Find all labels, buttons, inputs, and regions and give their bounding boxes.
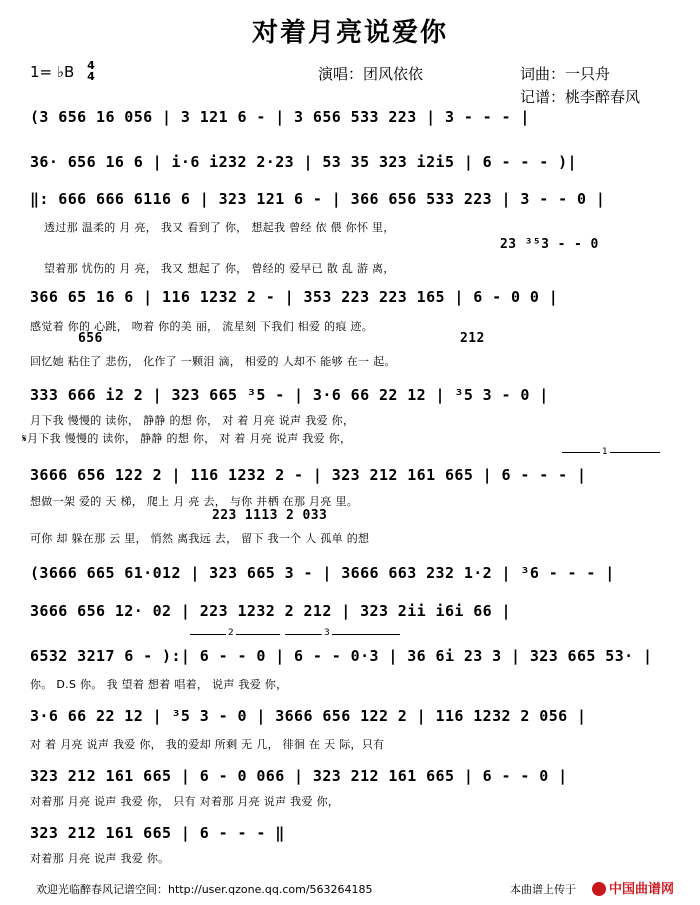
site-name: 中国曲谱网 — [609, 882, 675, 897]
notation-line-7: (3666 665 61·012 | 323 665 3 - | 3666 663 232 1·2 | ³6 - - - | — [30, 564, 615, 582]
volta-bracket-3 — [285, 634, 400, 635]
volta-label-3: 3 — [324, 628, 330, 638]
song-title: 对着月亮说爱你 — [251, 18, 448, 48]
lyric-line-5b: 𝄋月下我 慢慢的 读你， 静静 的想 你， 对 着 月亮 说声 我爱 你， — [22, 432, 352, 445]
notation-line-1: (3 656 16 056 | 3 121 6 - | 3 656 533 223 | 3 - - - | — [30, 108, 530, 126]
lyric-line-9: 你。 D.S 你。 我 望着 想着 唱着， 说声 我爱 你， — [30, 678, 288, 691]
notation-extra-3: 23 ³⁵3 - - 0 — [500, 237, 599, 252]
notation-line-5: 333 666 i2 2 | 323 665 ³5 - | 3·6 66 22 12 | ³5 3 - 0 | — [30, 386, 549, 404]
lyric-line-11: 对着那 月亮 说声 我爱 你， 只有 对着那 月亮 说声 我爱 你， — [30, 795, 340, 808]
meter-top: 4 — [87, 59, 95, 72]
lyric-line-5a: 月下我 慢慢的 读你， 静静 的想 你， 对 着 月亮 说声 我爱 你， — [30, 414, 355, 427]
volta-bracket-1 — [562, 452, 660, 453]
notation-line-6: 3666 656 122 2 | 116 1232 2 - | 323 212 161 665 | 6 - - - | — [30, 466, 587, 484]
notation-line-11: 323 212 161 665 | 6 - 0 066 | 323 212 161 665 | 6 - - 0 | — [30, 767, 568, 785]
lyric-line-4a: 感觉着 你的 心跳， 吻着 你的美 丽， 流星刻 下我们 相爱 的痕 迹。 — [30, 320, 374, 333]
transcriber-credit: 记谱：桃李醉春风 — [520, 88, 641, 106]
volta-label-1: 1 — [602, 447, 608, 457]
site-logo[interactable] — [592, 878, 674, 897]
notation-line-2: 36· 656 16 6 | i·6 i232 2·23 | 53 35 323 i2i5 | 6 - - - )| — [30, 153, 577, 171]
lyric-line-4b: 回忆她 粘住了 悲伤， 化作了 一颗泪 滴， 相爱的 人却不 能够 在一 起。 — [30, 355, 396, 368]
composer-credit: 词曲：一只舟 — [520, 65, 611, 83]
notation-extra-4b: 212 — [460, 331, 485, 346]
notation-line-8: 3666 656 12· 02 | 223 1232 2 212 | 323 2ii i6i 66 | — [30, 602, 511, 620]
lyric-line-6b: 可你 却 躲在那 云 里， 悄然 离我远 去， 留下 我一个 人 孤单 的想 — [30, 532, 370, 545]
notation-line-9: 6532 3217 6 - ):| 6 - - 0 | 6 - - 0·3 | 36 6i 23 3 | 323 665 53· | — [30, 647, 653, 665]
notation-line-12: 323 212 161 665 | 6 - - - ‖ — [30, 824, 285, 842]
lyric-line-3a: 透过那 温柔的 月 亮， 我又 看到了 你， 想起我 曾经 依 偎 你怀 里， — [44, 221, 395, 234]
notation-line-10: 3·6 66 22 12 | ³5 3 - 0 | 3666 656 122 2 | 116 1232 2 056 | — [30, 707, 587, 725]
lyric-line-10: 对 着 月亮 说声 我爱 你， 我的爱却 所剩 无 几， 徘徊 在 天 际，只有 — [30, 738, 385, 751]
time-signature — [86, 60, 96, 82]
notation-line-4: 366 65 16 6 | 116 1232 2 - | 353 223 223 165 | 6 - 0 0 | — [30, 288, 559, 306]
upload-note: 本曲谱上传于 — [510, 883, 576, 896]
notation-extra-4a: 656 — [78, 331, 103, 346]
logo-icon — [592, 882, 606, 896]
lyric-line-3b: 望着那 忧伤的 月 亮， 我又 想起了 你， 曾经的 爱早已 散 乱 游 离， — [44, 262, 395, 275]
notation-line-3: ‖: 666 666 6116 6 | 323 121 6 - | 366 656 533 223 | 3 - - 0 | — [30, 190, 606, 208]
meter-bottom: 4 — [87, 70, 95, 83]
notation-extra-6: 223 1113 2 033 — [212, 508, 328, 523]
lyric-line-6a: 想做一架 爱的 天 梯， 爬上 月 亮 去， 与你 并栖 在那 月亮 里。 — [30, 495, 359, 508]
footer-text: 欢迎光临醉春风记谱空间：http://user.qzone.qq.com/563264185 — [36, 883, 373, 896]
singer-credit: 演唱：团风依依 — [318, 65, 424, 83]
key-signature: 1= ♭B — [30, 63, 75, 81]
volta-label-2: 2 — [228, 628, 234, 638]
lyric-line-12: 对着那 月亮 说声 我爱 你。 — [30, 852, 170, 865]
